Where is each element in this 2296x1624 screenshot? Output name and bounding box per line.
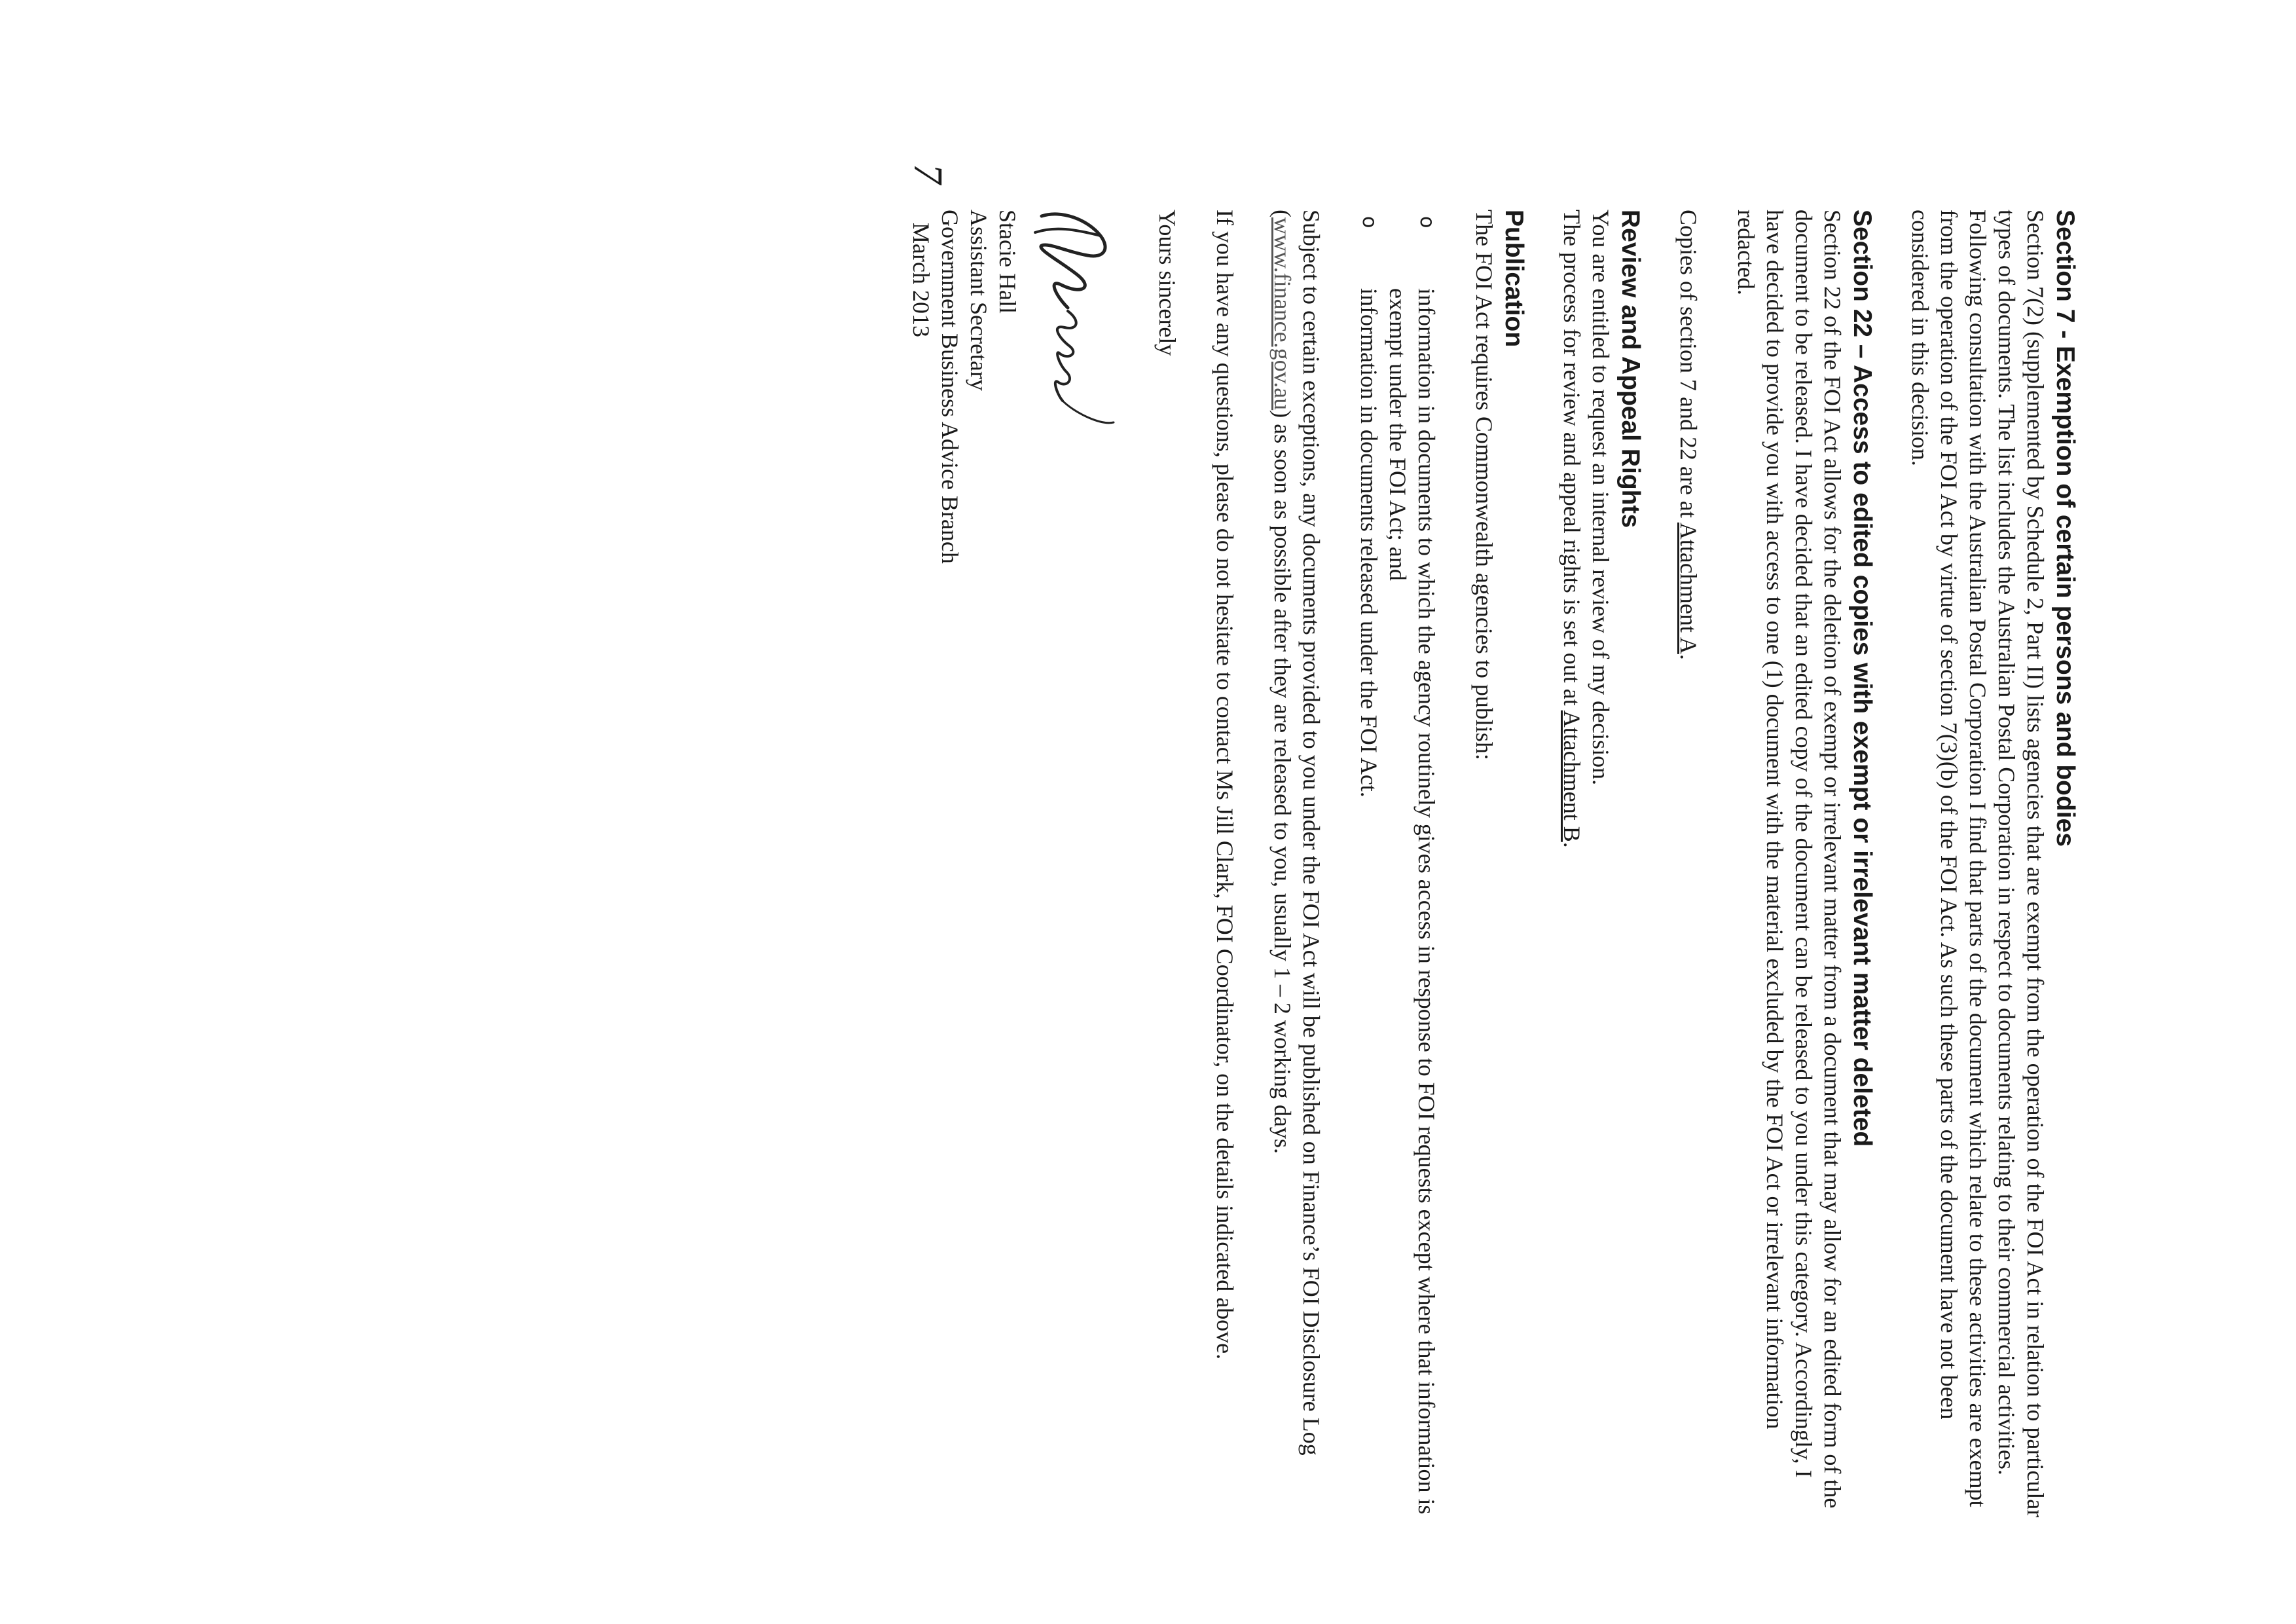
review-period: . (1559, 841, 1585, 848)
publication-intro: The FOI Act requires Commonwealth agencies to publish: (1471, 210, 1497, 760)
finance-website-link[interactable]: www.finance.gov.au (1269, 217, 1296, 411)
disclosure-text-end: ) as soon as possible after they are released to you, usually 1 – 2 working days. (1269, 410, 1296, 1154)
copies-text: Copies of section 7 and 22 are at (1675, 210, 1702, 523)
review-section (1558, 210, 1645, 1519)
list-item (1383, 210, 1441, 1519)
bullet-icon: o (1358, 216, 1381, 229)
review-line-2: The process for review and appeal rights is set out at (1559, 210, 1585, 710)
contact-text: If you have any questions, please do not hesitate to contact Ms Jill Clark, FOI Coordinator, on the details indicated above. (1212, 210, 1238, 1360)
review-line-1: You are entitled to request an internal review of my decision. (1588, 210, 1614, 786)
list-item (1355, 210, 1383, 1519)
section-22 (1732, 210, 1877, 1519)
bullet-icon: o (1415, 216, 1438, 229)
signatory-name: Stacie Hall (994, 210, 1021, 314)
section-7-body: Section 7(2) (supplemented by Schedule 2, Part II) lists agencies that are exempt from the operation of the FOI Act in relation to particular types of documents. The list includes the Australian Postal Corporation in respect to documents relating to their commercial activities. Following consultation with the Australian Postal Corporation I find that parts of the document which relate to these activities are exempt from the operation of the FOI Act by virtue of section 7(3)(b) of the FOI Act. As such these parts of the document have not been considered in this decision. (1907, 210, 2049, 1518)
attachment-a-reference: Attachment A (1675, 522, 1702, 654)
signatory-branch: Government Business Advice Branch (937, 210, 963, 564)
publication-section (1355, 210, 1529, 1519)
salutation: Yours sincerely (1154, 210, 1180, 356)
section-7-heading: Section 7 - Exemption of certain persons and bodies (2051, 210, 2079, 847)
copies-period: . (1675, 654, 1702, 660)
letter-content (905, 164, 2080, 1519)
signature-block (905, 164, 1182, 1519)
disclosure-paragraph (1268, 210, 1326, 1519)
review-heading: Review and Appeal Rights (1616, 210, 1645, 528)
handwritten-signature-icon (1029, 196, 1140, 471)
section-22-heading: Section 22 – Access to edited copies with exempt or irrelevant matter deleted (1848, 210, 1876, 1147)
signatory-title: Assistant Secretary (966, 210, 992, 391)
copies-paragraph (1674, 210, 1703, 1519)
handwritten-date-day: 7 (905, 164, 950, 184)
list-item-text: information in documents to which the agency routinely gives access in response to FOI requests except where that information is exempt under the FOI Act; and (1385, 288, 1440, 1515)
section-22-body: Section 22 of the FOI Act allows for the deletion of exempt or irrelevant matter from a document that may allow for an edited form of the document to be released. I have decided that an edited copy of the document can be released to you under this category. Accordingly, I have decided to provide you with access to one (1) document with the material excluded by the FOI Act or irrelevant information redacted. (1733, 210, 1846, 1509)
list-item-text: information in documents released under the FOI Act. (1356, 288, 1382, 798)
section-7 (1906, 210, 2080, 1519)
disclosure-text: Subject to certain exceptions, any documents provided to you under the FOI Act will be published on Finance’s FOI Disclosure Log ( (1269, 210, 1324, 1456)
contact-paragraph (1211, 210, 1239, 1519)
publication-list (1355, 210, 1441, 1519)
date-month-year: March 2013 (908, 223, 934, 337)
publication-heading: Publication (1500, 210, 1528, 348)
attachment-b-reference: Attachment B (1559, 710, 1585, 842)
